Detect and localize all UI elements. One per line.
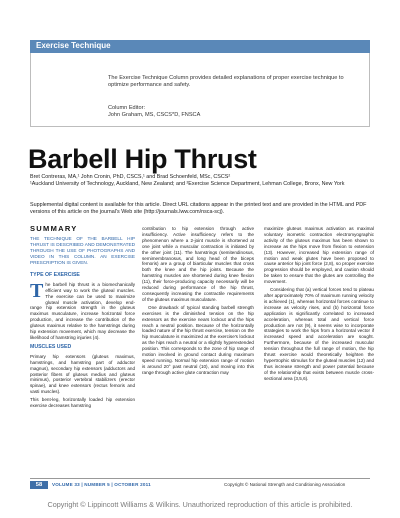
author-block — [30, 174, 375, 187]
drop-cap: T — [30, 279, 44, 302]
summary-text: THE TECHNIQUE OF THE BARBELL HIP THRUST IS DESCRIBED AND DEMONSTRATED THROUGH THE USE OF PHOTOGRAPHS AND VIDEO IN THIS COLUMN. AN EXERCISE PRESCRIPTION IS GIVEN. — [30, 235, 135, 265]
summary-heading: SUMMARY — [30, 224, 78, 233]
bent-leg-text: This bent-leg, horizontally loaded hip extension exercise decreases hamstring — [30, 397, 135, 409]
muscles-used-text: Primary hip extensors (gluteus maximus, hamstrings, and hamstring part of adductor magnus), secondary hip extensors (adductors and posterior fibers of gluteus medius and gluteus minimus), posterior vertebral stabilizers (erector spinae), and knee extensors (rectus femoris and vasti muscles). — [30, 353, 135, 395]
page-number: 58 — [30, 481, 48, 489]
volume-info: VOLUME 33 | NUMBER 5 | OCTOBER 2011 — [52, 482, 151, 487]
section-banner — [30, 40, 370, 53]
editor-name: John Graham, MS, CSCS*D, FNSCA — [108, 112, 201, 118]
column-3 — [264, 226, 374, 384]
col3-paragraph-2: Considering that (a) vertical forces tend to plateau after approximately 70% of maximum running velocity is achieved (1), whereas horizontal forces continue to increase as velocity rises, and (b) horizontal force application is significantly correlated to increased acceleration, whereas total and vertical force production are not (9), it seems wise to incorporate strategies to work the hips from a horizontal vector if increased speed and acceleration are sought. Furthermore, because of the increased muscular tension throughout the full range of motion, the hip thrust exercise would theoretically heighten the hypertrophic stimulus for the gluteal muscles (12) and thus increase strength and power potential because of the relationship that exists between muscle cross-sectional area (3,5,6). — [264, 287, 374, 381]
journal-copyright: Copyright © National Strength and Conditioning Association — [224, 482, 346, 487]
top-margin — [0, 0, 400, 38]
column-1 — [30, 226, 135, 411]
column-intro-box — [30, 53, 370, 127]
col3-paragraph-1: maximize gluteus maximus activation as maximal voluntary isometric contraction electromyographic activity of the gluteus maximus has been shown to increase as the hips move from flexion to extension (13). However, increased hip extension range of motion and weak glutes have been proposed to cause anterior hip joint force (2,8), so proper exercise progression should be employed, and caution should be taken to ensure that the glutes are controlling the movement. — [264, 226, 374, 285]
section-label: Exercise Technique — [36, 41, 111, 50]
col2-paragraph-2: One drawback of typical standing barbell strength exercises is the diminished tension on the hip extensors as the exercise nears lockout and the hips reach a neutral position. Because of the horizontally loaded nature of the hip thrust exercise, tension on the hip musculature is maximized at the exercise's lockout as the hips reach a neutral or a slightly hyperextended position. This corresponds to the zone of hip range of motion involved in ground contact during maximum speed running. Normal hip extension range of motion is around 20° past neutral (10), and moving into this range through active glute contraction may — [142, 304, 254, 375]
muscles-used-heading: MUSCLES USED — [30, 343, 72, 350]
article-title: Barbell Hip Thrust — [28, 144, 257, 174]
col2-paragraph-1: contribution to hip extension through active insufficiency. Active insufficiency refers to the phenomenon where a 2-joint muscle is shortened at one joint while a muscular contraction is initiated by the other joint (11). The hamstrings (semitendinosus, semimembranosus, and long head of the biceps femoris) are a group of biarticular muscles that cross both the knee and the hip joints. Because the hamstring muscles are shortened during knee flexion (11), their force-producing capacity necessarily will be reduced during performance of the hip thrust, consequently increasing the contractile requirements of the gluteus maximus musculature. — [142, 226, 254, 302]
affiliation: ¹Auckland University of Technology, Auckland, New Zealand; and ²Exercise Science Department, Lehman College, Bronx, New York — [30, 180, 345, 187]
authors: Bret Contreras, MA,¹ John Cronin, PhD, CSCS,¹ and Brad Schoenfeld, MSc, CSCS² — [30, 174, 231, 180]
footer-divider — [30, 478, 370, 479]
type-of-exercise-text — [30, 279, 135, 341]
copyright-notice: Copyright © Lippincott Williams & Wilkins. Unauthorized reproduction of this article is prohibited. — [47, 500, 353, 509]
column-editor — [108, 105, 200, 119]
editor-label: Column Editor: — [108, 105, 145, 111]
supplemental-note: Supplemental digital content is available for this article. Direct URL citations appear in the printed text and are provided in the HTML and PDF versions of this article on the journal's Web site (http://journals.lww.com/nsca-scj). — [30, 202, 367, 215]
type-body: he barbell hip thrust is a biomechanically efficient way to work the gluteal muscles. The exercise can be used to maximize gluteal muscle activation, develop end-range hip extension strength in the gluteus maximus musculature, increase horizontal force production, and increase the contribution of the gluteus maximus relative to the hamstrings during hip extension movement, which may decrease the likelihood of hamstring injuries (4). — [30, 281, 135, 340]
type-of-exercise-heading: TYPE OF EXERCISE — [30, 271, 80, 278]
column-2 — [142, 226, 254, 378]
column-description: The Exercise Technique Column provides detailed explanations of proper exercise technique to optimize performance and safety. — [108, 75, 344, 88]
